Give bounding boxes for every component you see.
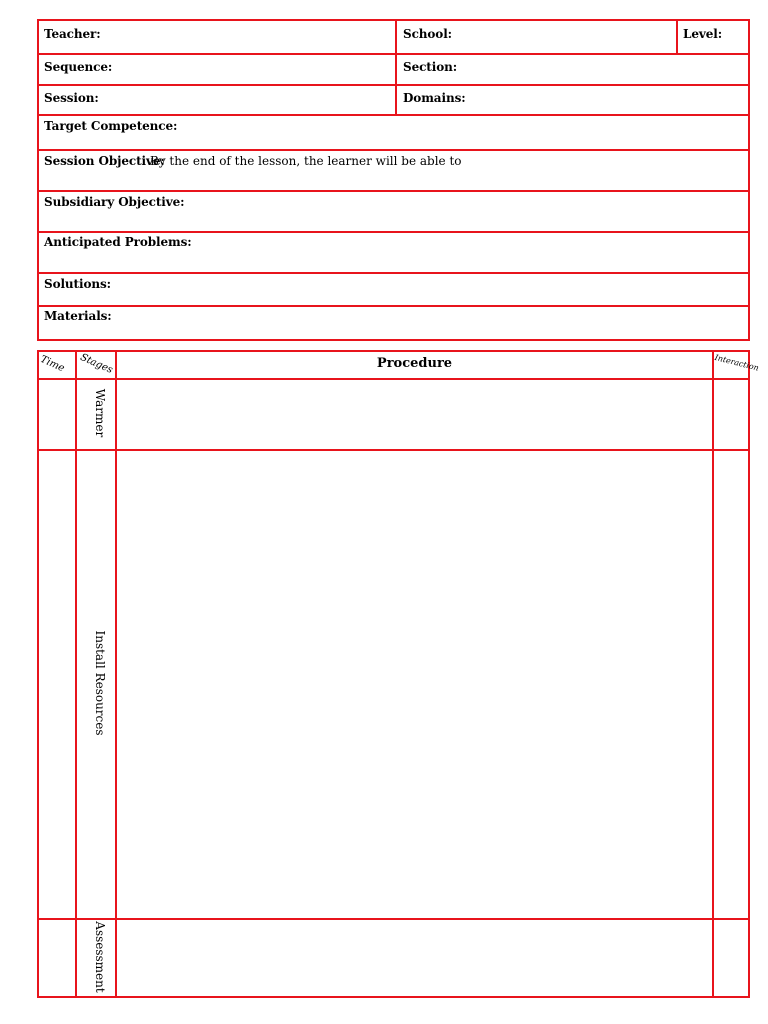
procedure-header: Procedure [376, 356, 453, 371]
subsidiary-objective-label: Subsidiary Objective: [44, 195, 185, 209]
session-label: Session: [44, 91, 99, 105]
row-divider [37, 305, 750, 307]
target-competence-label: Target Competence: [44, 119, 178, 133]
row-divider [37, 84, 750, 86]
row-divider [37, 149, 750, 151]
stage-divider [37, 918, 750, 920]
interaction-header: Interaction [713, 353, 760, 373]
row-divider [37, 272, 750, 274]
stages-header: Stages [78, 352, 115, 376]
session-objective-text: By the end of the lesson, the learner will be able to [150, 154, 462, 168]
teacher-label: Teacher: [44, 27, 101, 41]
anticipated-problems-label: Anticipated Problems: [44, 235, 192, 249]
procedure-table [37, 350, 750, 998]
column-divider [395, 19, 397, 115]
stage-assessment-label: Assessment [93, 921, 107, 993]
level-label: Level: [683, 27, 723, 41]
lesson-info-table [37, 19, 750, 341]
column-divider [676, 19, 678, 54]
interaction-column-divider [712, 350, 714, 998]
stage-warmer-label: Warmer [93, 388, 107, 438]
session-objective-label: Session Objective: [44, 154, 165, 168]
row-divider [37, 114, 750, 116]
row-divider [37, 190, 750, 192]
stage-divider [37, 449, 750, 451]
solutions-label: Solutions: [44, 277, 111, 291]
row-divider [37, 231, 750, 233]
stage-install-resources-label: Install Resources [93, 630, 107, 736]
materials-label: Materials: [44, 309, 112, 323]
header-divider [37, 378, 750, 380]
school-label: School: [403, 27, 452, 41]
sequence-label: Sequence: [44, 60, 113, 74]
time-column-divider [75, 350, 77, 998]
stages-column-divider [115, 350, 117, 998]
row-divider [37, 53, 750, 55]
time-header: Time [38, 354, 67, 375]
section-label: Section: [403, 60, 458, 74]
domains-label: Domains: [403, 91, 466, 105]
